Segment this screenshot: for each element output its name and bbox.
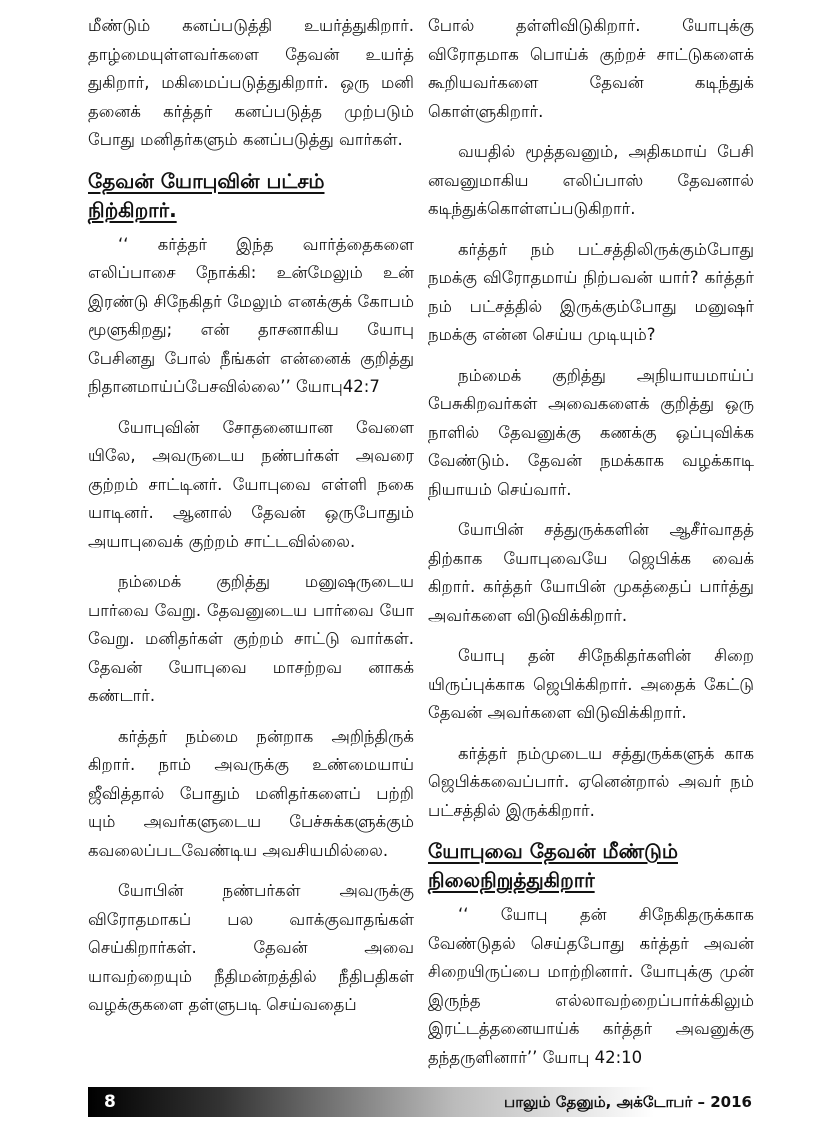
paragraph: யோபுவின் சோதனையான வேளை யிலே, அவருடைய நண்பர்கள் அவரை குற்றம் சாட்டினர். யோபுவை எள்ளி நகை யாடினர். ஆனால் தேவன் ஒருபோதும் அயாபுவைக் குற்றம் சாட்டவில்லை. — [88, 417, 414, 551]
paragraph: நம்மைக் குறித்து மனுஷருடைய பார்வை வேறு. தேவனுடைய பார்வை யோ வேறு. மனிதர்கள் குற்றம் சாட்டு வார்கள். தேவன் யோபுவை மாசற்றவ னாகக் கண்டார். — [88, 572, 414, 705]
paragraph: கர்த்தர் நம் பட்சத்திலிருக்கும்போது நமக்கு விரோதமாய் நிற்பவன் யார்? கர்த்தர் நம் பட்சத்தில் இருக்கும்போது மனுஷர் நமக்கு என்ன செய்ய முடியும்? — [428, 239, 754, 344]
paragraph: நம்மைக் குறித்து அநியாயமாய்ப் பேசுகிறவர்கள் அவைகளைக் குறித்து ஒரு நாளில் தேவனுக்கு கணக்கு ஒப்புவிக்க வேண்டும். தேவன் நமக்காக வழக்காடி நியாயம் செய்வார். — [428, 365, 754, 499]
scripture-quote: ‘‘ கர்த்தர் இந்த வார்த்தைகளை எலிப்பாசை நோக்கி: உன்மேலும் உன் இரண்டு சிநேகிதர் மேலும் எனக்குக் கோபம் மூளுகிறது; என் தாசனாகிய யோபு பேசினது போல் நீங்கள் என்னைக் குறித்து நிதானமாய்ப்பேசவில்லை’’ யோபு42:7 — [88, 234, 414, 396]
left-column — [88, 12, 414, 1032]
right-column — [428, 12, 754, 1084]
paragraph: மீண்டும் கனப்படுத்தி உயர்த்துகிறார். தாழ்மையுள்ளவர்களை தேவன் உயர்த் துகிறார், மகிமைப்படுத்துகிறார். ஒரு மனி தனைக் கர்த்தர் கனப்படுத்த முற்படும் போது மனிதர்களும் கனப்படுத்து வார்கள். — [88, 16, 414, 149]
paragraph: யோபு தன் சிநேகிதர்களின் சிறை யிருப்புக்காக ஜெபிக்கிறார். அதைக் கேட்டு தேவன் அவர்களை விடுவிக்கிறார். — [428, 646, 754, 722]
page-number: 8 — [104, 1092, 116, 1112]
scripture-quote: ‘‘ யோபு தன் சிநேகிதருக்காக வேண்டுதல் செய்தபோது கர்த்தர் அவன் சிறையிருப்பை மாற்றினார். யோபுக்கு முன் இருந்த எல்லாவற்றைப்பார்க்கிலும் இரட்டத்தனையாய்க் கர்த்தர் அவனுக்கு தந்தருளினார்’’ யோபு 42:10 — [428, 905, 754, 1067]
paragraph: யோபின் நண்பர்கள் அவருக்கு விரோதமாகப் பல வாக்குவாதங்கள் செய்கிறார்கள். தேவன் அவை யாவற்றையும் நீதிமன்றத்தில் நீதிபதிகள் வழக்குகளை தள்ளுபடி செய்வதைப் — [88, 881, 414, 1014]
publication-title: பாலும் தேனும், அக்டோபர் – 2016 — [504, 1093, 752, 1111]
paragraph: போல் தள்ளிவிடுகிறார். யோபுக்கு விரோதமாக பொய்க் குற்றச் சாட்டுகளைக் கூறியவர்களை தேவன் கடிந்துக் கொள்ளுகிறார். — [428, 16, 754, 121]
paragraph: யோபின் சத்துருக்களின் ஆசீர்வாதத் திற்காக யோபுவையே ஜெபிக்க வைக் கிறார். கர்த்தர் யோபின் முகத்தைப் பார்த்து அவர்களை விடுவிக்கிறார். — [428, 520, 754, 625]
paragraph: வயதில் மூத்தவனும், அதிகமாய் பேசி னவனுமாகிய எலிப்பாஸ் தேவனால் கடிந்துக்கொள்ளப்படுகிறார். — [428, 142, 754, 218]
paragraph: கர்த்தர் நம்முடைய சத்துருக்களுக் காக ஜெபிக்கவைப்பார். ஏனென்றால் அவர் நம் பட்சத்தில் இருக்கிறார். — [428, 743, 754, 820]
paragraph: கர்த்தர் நம்மை நன்றாக அறிந்திருக் கிறார். நாம் அவருக்கு உண்மையாய் ஜீவித்தால் போதும் மனிதர்களைப் பற்றி யும் அவர்களுடைய பேச்சுக்களுக்கும் கவலைப்படவேண்டிய அவசியமில்லை. — [88, 726, 414, 860]
section-heading: தேவன் யோபுவின் பட்சம் நிற்கிறார். — [88, 168, 325, 222]
section-heading: யோபுவை தேவன் மீண்டும் நிலைநிறுத்துகிறார் — [428, 839, 678, 892]
page-footer — [88, 1087, 754, 1117]
